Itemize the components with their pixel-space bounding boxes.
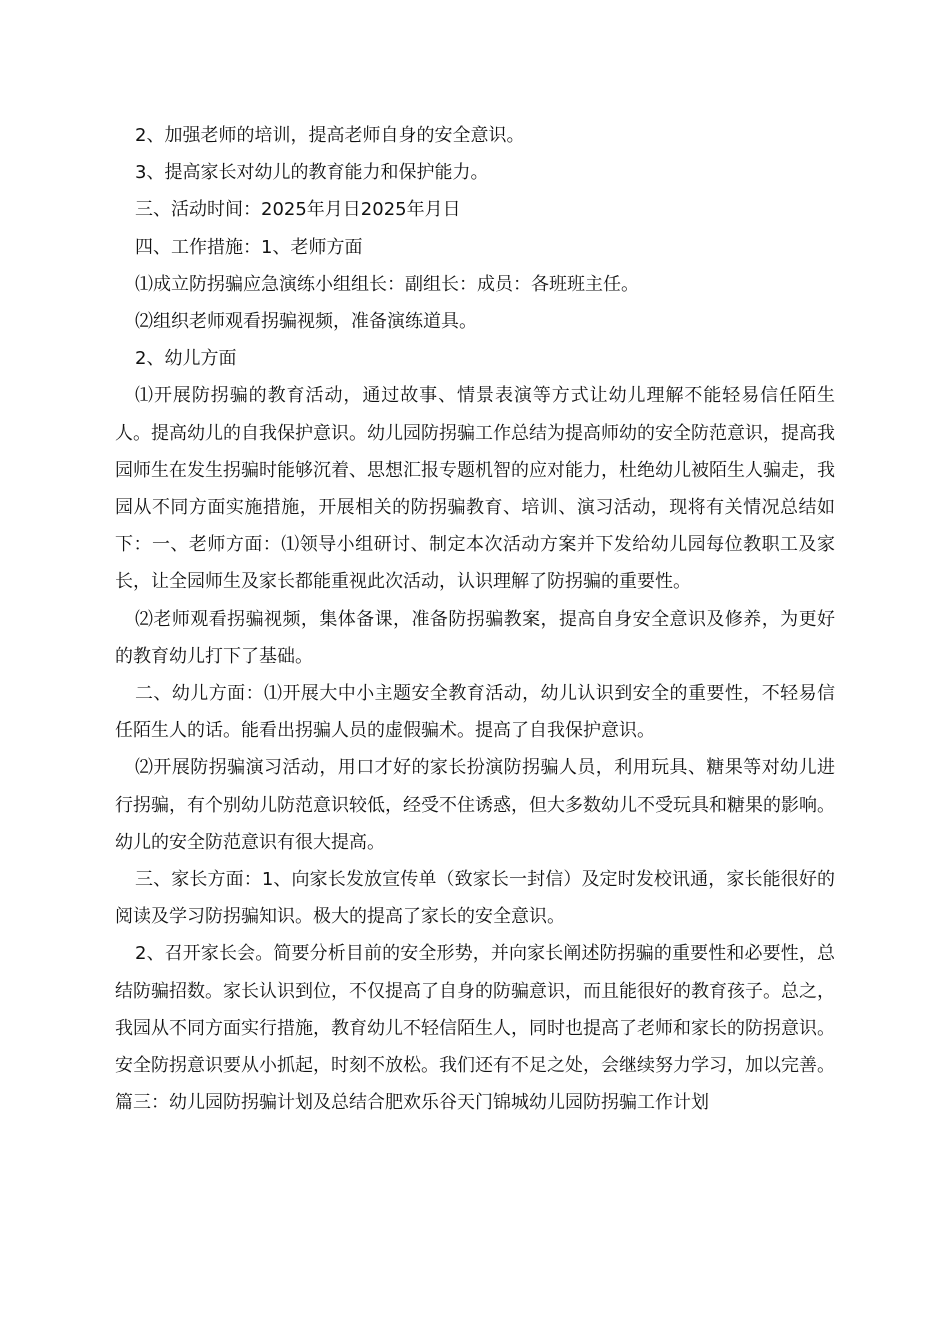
- paragraph-teacher-training: 2、加强老师的培训，提高老师自身的安全意识。: [135, 125, 525, 146]
- paragraph-children-heading: 2、幼儿方面: [135, 348, 237, 370]
- paragraph-parent-meeting: 2、召开家长会。简要分析目前的安全形势，并向家长阐述防拐骗的重要性和必要性，总结防骗招数。家长认识到位，不仅提高了自身的防骗意识，而且能很好的教育孩子。总之，我园从不同方面实行措施，教育幼儿不轻信陌生人，同时也提高了老师和家长的防拐意识。安全防拐意识要从小抓起，时刻不放松。我们还有不足之处，会继续努力学习，加以完善。篇三：幼儿园防拐骗计划及总结合肥欢乐谷天门锦城幼儿园防拐骗工作计划: [115, 943, 835, 1114]
- paragraph-teacher-lesson: ⑵老师观看拐骗视频，集体备课，准备防拐骗教案，提高自身安全意识及修养，为更好的教育幼儿打下了基础。: [115, 608, 835, 667]
- paragraph-watch-video: ⑵组织老师观看拐骗视频，准备演练道具。: [135, 311, 477, 333]
- paragraph-activity-time: 三、活动时间：2025年月日2025年月日: [135, 199, 461, 221]
- paragraph-parent-ability: 3、提高家长对幼儿的教育能力和保护能力。: [135, 162, 489, 184]
- paragraph-parents-section: 三、家长方面：1、向家长发放宣传单（致家长一封信）及定时发校讯通，家长能很好的阅读及学习防拐骗知识。极大的提高了家长的安全意识。: [115, 869, 835, 928]
- paragraph-education-activity: ⑴开展防拐骗的教育活动，通过故事、情景表演等方式让幼儿理解不能轻易信任陌生人。提高幼儿的自我保护意识。幼儿园防拐骗工作总结为提高师幼的安全防范意识，提高我园师生在发生拐骗时能够沉着、思想汇报专题机智的应对能力，杜绝幼儿被陌生人骗走，我园从不同方面实施措施，开展相关的防拐骗教育、培训、演习活动，现将有关情况总结如下：一、老师方面：⑴领导小组研讨、制定本次活动方案并下发给幼儿园每位教职工及家长，让全园师生及家长都能重视此次活动，认识理解了防拐骗的重要性。: [115, 385, 835, 593]
- paragraph-work-measures: 四、工作措施：1、老师方面: [135, 236, 363, 258]
- paragraph-children-section: 二、幼儿方面：⑴开展大中小主题安全教育活动，幼儿认识到安全的重要性，不轻易信任陌生人的话。能看出拐骗人员的虚假骗术。提高了自我保护意识。: [115, 683, 835, 742]
- paragraph-drill-activity: ⑵开展防拐骗演习活动，用口才好的家长扮演防拐骗人员，利用玩具、糖果等对幼儿进行拐骗，有个别幼儿防范意识较低，经受不住诱惑，但大多数幼儿不受玩具和糖果的影响。幼儿的安全防范意识有很大提高。: [115, 757, 835, 853]
- paragraph-drill-group: ⑴成立防拐骗应急演练小组组长：副组长：成员：各班班主任。: [135, 273, 639, 295]
